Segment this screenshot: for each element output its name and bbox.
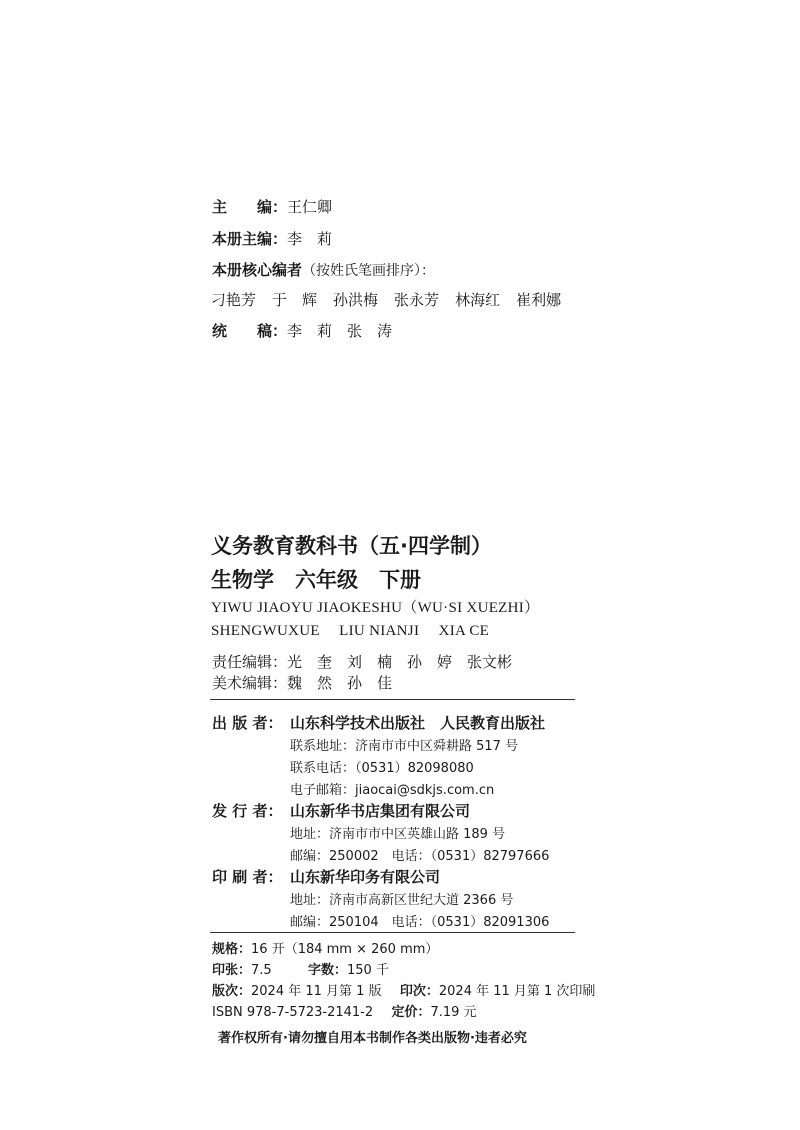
core-editors-heading: [212, 259, 435, 280]
core-editors-list: [211, 289, 561, 310]
core-editor-name: 刁艳芳: [211, 291, 257, 309]
art-editor-label: 美术编辑：: [212, 674, 288, 692]
distributor-address: 地址：济南市市中区英雄山路 189 号: [290, 827, 506, 842]
core-editor-name: 孙洪梅: [333, 291, 379, 309]
publisher-value: 山东科学技术出版社 人民教育出版社: [290, 714, 546, 732]
final-draft-label: 统 稿：: [212, 322, 288, 340]
printing-value: 2024 年 11 月第 1 次印刷: [438, 984, 596, 999]
printer-contact: 邮编：250104 电话：（0531）82091306: [290, 915, 550, 930]
publisher-address: 联系地址：济南市市中区舜耕路 517 号: [290, 739, 519, 754]
printer-value: 山东新华印务有限公司: [290, 868, 441, 886]
sheets-words-row: [212, 959, 389, 978]
series-title-cn: 义务教育教科书（五·四学制）: [211, 534, 492, 558]
art-editor-value: 魏 然 孙 佳: [287, 674, 393, 692]
core-editor-name: 张永芳: [394, 291, 440, 309]
edition-label: 版次：: [212, 984, 252, 999]
final-draft-value: 李 莉 张 涛: [287, 322, 393, 340]
copyright-notice: 著作权所有·请勿擅自用本书制作各类出版物·违者必究: [218, 1031, 527, 1046]
printing-label: 印次：: [399, 984, 439, 999]
core-editors-note: （按姓氏笔画排序）：: [302, 263, 436, 279]
final-draft-row: [212, 320, 392, 341]
volume-chief-editor-label: 本册主编：: [212, 230, 288, 248]
core-editor-name: 于 辉: [272, 291, 318, 309]
printer-label: 印 刷 者：: [212, 868, 283, 886]
printer-address: 地址：济南市高新区世纪大道 2366 号: [290, 893, 514, 908]
divider-top: [210, 699, 575, 700]
publisher-phone: 联系电话：（0531）82098080: [290, 761, 474, 776]
distributor-contact: 邮编：250002 电话：（0531）82797666: [290, 849, 550, 864]
book-title-en: SHENGWUXUE LIU NIANJI XIA CE: [211, 623, 490, 639]
book-title-cn: 生物学 六年级 下册: [211, 568, 421, 592]
publisher-email: 电子邮箱：jiaocai@sdkjs.com.cn: [290, 783, 495, 798]
volume-chief-editor-row: [212, 228, 332, 249]
chief-editor-value: 王仁卿: [287, 198, 333, 216]
core-editors-label: 本册核心编者: [212, 261, 303, 279]
distributor-value: 山东新华书店集团有限公司: [290, 802, 471, 820]
price-value: 7.19 元: [430, 1005, 477, 1020]
responsible-editor-row: [212, 651, 512, 672]
responsible-editor-value: 光 奎 刘 楠 孙 婷 张文彬: [287, 653, 513, 671]
volume-chief-editor-value: 李 莉: [287, 230, 333, 248]
core-editor-name: 林海红: [455, 291, 501, 309]
art-editor-row: [212, 672, 392, 693]
sheets-label: 印张：: [212, 963, 252, 978]
series-title-en: YIWU JIAOYU JIAOKESHU（WU·SI XUEZHI）: [211, 600, 540, 616]
words-label: 字数：: [307, 963, 347, 978]
format-label: 规格：: [212, 942, 252, 957]
format-value: 16 开（184 mm × 260 mm）: [251, 942, 439, 957]
sheets-value: 7.5: [251, 963, 272, 978]
isbn: ISBN 978-7-5723-2141-2: [212, 1005, 374, 1020]
distributor-label: 发 行 者：: [212, 802, 283, 820]
format-row: [212, 938, 438, 957]
isbn-price-row: [212, 1001, 477, 1020]
chief-editor-label: 主 编：: [212, 198, 288, 216]
edition-value: 2024 年 11 月第 1 版: [251, 984, 382, 999]
price-label: 定价：: [391, 1005, 431, 1020]
core-editor-name: 崔利娜: [516, 291, 562, 309]
divider-bottom: [210, 932, 575, 933]
chief-editor-row: [212, 196, 332, 217]
words-value: 150 千: [347, 963, 389, 978]
publisher-label: 出 版 者：: [212, 714, 283, 732]
edition-row: [212, 980, 595, 999]
responsible-editor-label: 责任编辑：: [212, 653, 288, 671]
